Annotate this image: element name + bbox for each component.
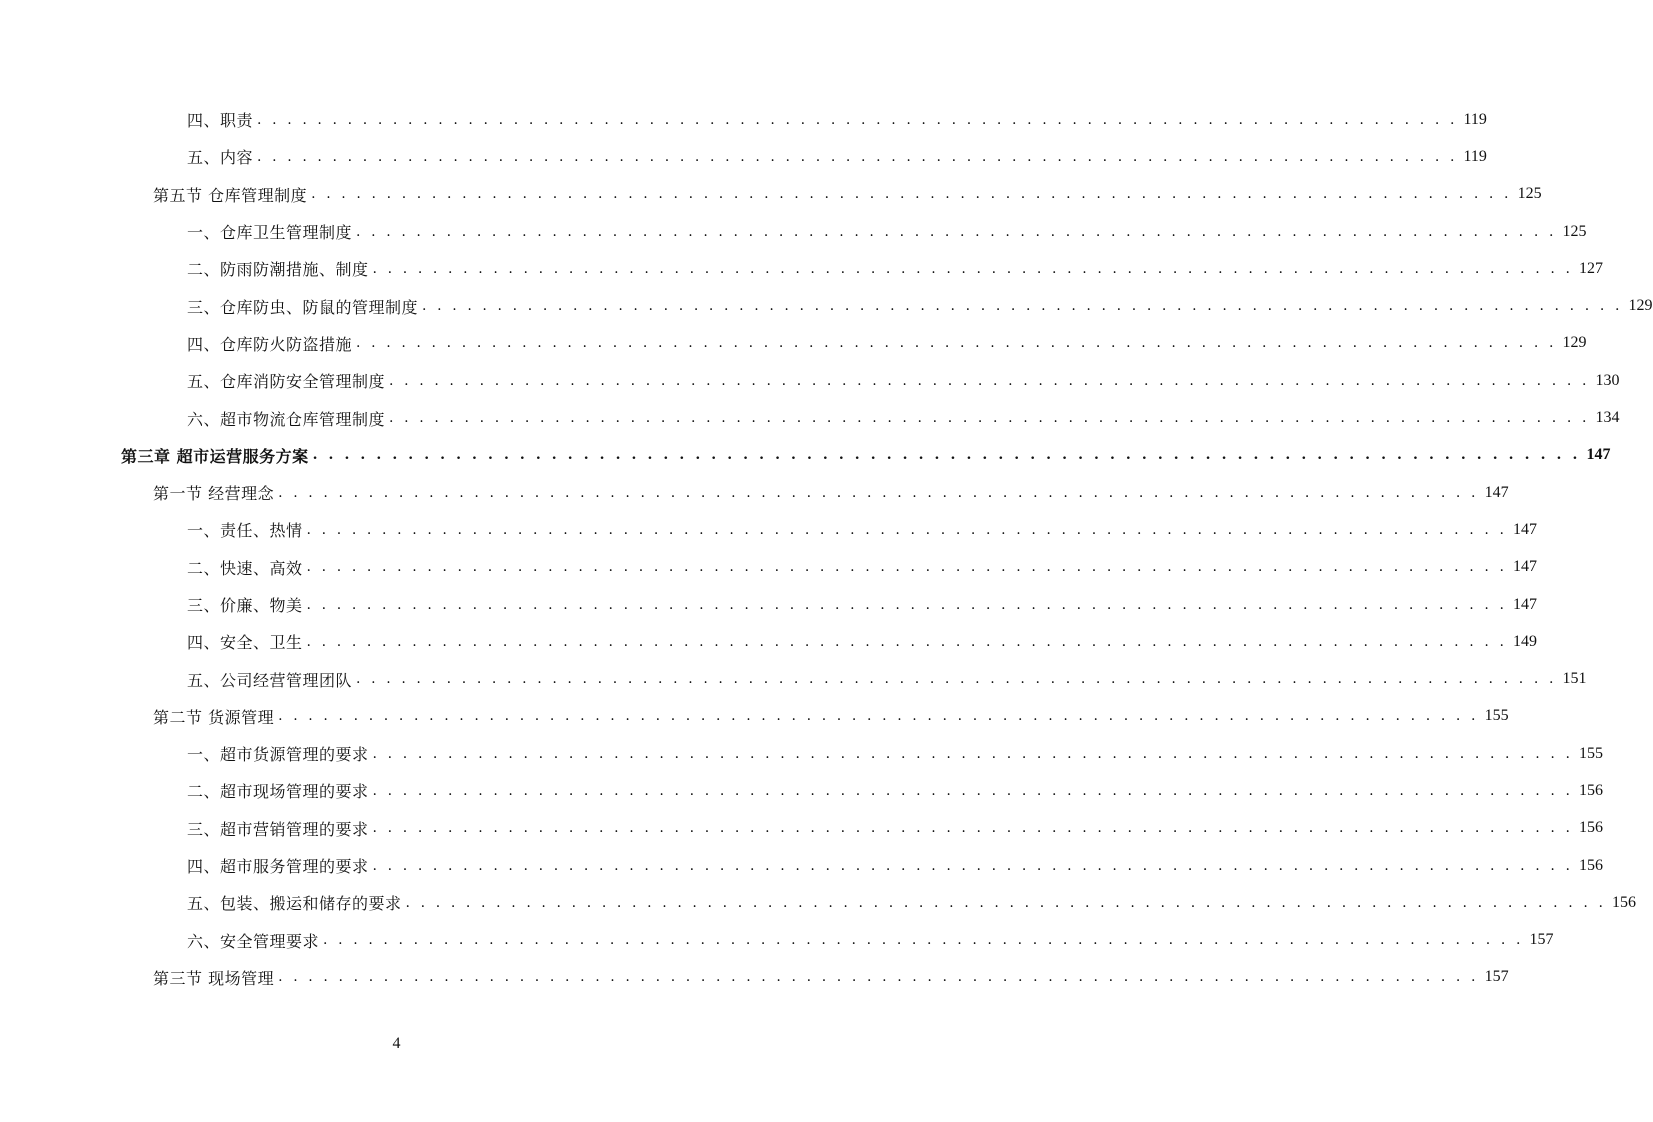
- toc-entry-page: 134: [1595, 409, 1620, 427]
- toc-dot-leader: . . . . . . . . . . . . . . . . . . . . . . . . . . . . . . . . . . . . . . . . . . . . . . . . . . . . . . . . . . . . . . . . . . . . . . . . . . . . . . . .: [257, 148, 1458, 165]
- toc-dot-leader: . . . . . . . . . . . . . . . . . . . . . . . . . . . . . . . . . . . . . . . . . . . . . . . . . . . . . . . . . . . . . . . . . . . . . . . . . . . . . . . .: [278, 484, 1479, 501]
- toc-dot-leader: . . . . . . . . . . . . . . . . . . . . . . . . . . . . . . . . . . . . . . . . . . . . . . . . . . . . . . . . . . . . . . . . . . . . . . . . . . . . . . . .: [389, 410, 1590, 427]
- toc-entry-title: 四、职责: [187, 111, 254, 131]
- toc-dot-leader: . . . . . . . . . . . . . . . . . . . . . . . . . . . . . . . . . . . . . . . . . . . . . . . . . . . . . . . . . . . . . . . . . . . . . . . . . . . . . . . .: [422, 298, 1623, 315]
- toc-entry[interactable]: [0, 810, 1603, 847]
- toc-entry-page: 149: [1513, 632, 1537, 650]
- toc-entry[interactable]: [0, 287, 1653, 324]
- toc-entry[interactable]: [0, 250, 1603, 287]
- toc-entry-page: 156: [1579, 819, 1603, 837]
- table-of-contents: [0, 101, 1653, 996]
- toc-dot-leader: . . . . . . . . . . . . . . . . . . . . . . . . . . . . . . . . . . . . . . . . . . . . . . . . . . . . . . . . . . . . . . . . . . . . . . . . . . . . . . . .: [372, 745, 1573, 762]
- toc-entry-page: 129: [1628, 297, 1653, 315]
- toc-entry-page: 155: [1484, 707, 1509, 725]
- toc-entry[interactable]: [0, 959, 1509, 996]
- toc-dot-leader: . . . . . . . . . . . . . . . . . . . . . . . . . . . . . . . . . . . . . . . . . . . . . . . . . . . . . . . . . . . . . . . . . . . . . . . . . . . . . . . .: [312, 447, 1581, 464]
- toc-entry-title: 五、仓库消防安全管理制度: [187, 372, 386, 392]
- toc-entry-title: 三、超市营销管理的要求: [187, 819, 369, 839]
- toc-dot-leader: . . . . . . . . . . . . . . . . . . . . . . . . . . . . . . . . . . . . . . . . . . . . . . . . . . . . . . . . . . . . . . . . . . . . . . . . . . . . . . . .: [278, 969, 1479, 986]
- toc-dot-leader: . . . . . . . . . . . . . . . . . . . . . . . . . . . . . . . . . . . . . . . . . . . . . . . . . . . . . . . . . . . . . . . . . . . . . . . . . . . . . . . .: [311, 186, 1512, 203]
- toc-entry-title: 二、快速、高效: [187, 558, 303, 578]
- toc-entry-page: 147: [1586, 446, 1611, 464]
- toc-entry-page: 125: [1562, 222, 1587, 240]
- toc-entry-title: 四、仓库防火防盗措施: [187, 334, 353, 354]
- toc-entry-title: 六、安全管理要求: [187, 931, 320, 951]
- toc-entry-title: 三、仓库防虫、防鼠的管理制度: [187, 297, 419, 317]
- toc-entry[interactable]: [0, 474, 1509, 511]
- toc-entry[interactable]: [0, 549, 1537, 586]
- toc-entry-title: 二、超市现场管理的要求: [187, 782, 369, 802]
- toc-entry-page: 147: [1513, 520, 1537, 538]
- toc-dot-leader: . . . . . . . . . . . . . . . . . . . . . . . . . . . . . . . . . . . . . . . . . . . . . . . . . . . . . . . . . . . . . . . . . . . . . . . . . . . . . . . .: [306, 559, 1507, 576]
- toc-entry[interactable]: [0, 586, 1537, 623]
- toc-dot-leader: . . . . . . . . . . . . . . . . . . . . . . . . . . . . . . . . . . . . . . . . . . . . . . . . . . . . . . . . . . . . . . . . . . . . . . . . . . . . . . . .: [372, 782, 1573, 799]
- toc-entry-page: 125: [1517, 185, 1542, 203]
- toc-entry-page: 119: [1463, 110, 1487, 128]
- toc-entry-page: 147: [1513, 558, 1537, 576]
- page-number: 4: [392, 1035, 401, 1052]
- toc-entry[interactable]: [0, 623, 1537, 660]
- toc-dot-leader: . . . . . . . . . . . . . . . . . . . . . . . . . . . . . . . . . . . . . . . . . . . . . . . . . . . . . . . . . . . . . . . . . . . . . . . . . . . . . . . .: [356, 671, 1557, 688]
- toc-entry-page: 130: [1595, 371, 1620, 389]
- toc-entry[interactable]: [0, 399, 1620, 436]
- toc-entry[interactable]: [0, 511, 1537, 548]
- toc-entry-title: 第三章 超市运营服务方案: [121, 446, 309, 466]
- toc-entry-title: 第二节 货源管理: [153, 707, 275, 727]
- toc-entry-title: 二、防雨防潮措施、制度: [187, 260, 369, 280]
- toc-entry-title: 五、公司经营管理团队: [187, 670, 353, 690]
- toc-entry-title: 第三节 现场管理: [153, 968, 275, 988]
- toc-entry[interactable]: [0, 176, 1542, 213]
- toc-entry-title: 一、仓库卫生管理制度: [187, 223, 353, 243]
- toc-entry-title: 四、安全、卫生: [187, 633, 303, 653]
- toc-entry-page: 147: [1513, 595, 1537, 613]
- toc-dot-leader: . . . . . . . . . . . . . . . . . . . . . . . . . . . . . . . . . . . . . . . . . . . . . . . . . . . . . . . . . . . . . . . . . . . . . . . . . . . . . . . .: [372, 820, 1573, 837]
- toc-entry-page: 156: [1579, 856, 1603, 874]
- toc-entry[interactable]: [0, 735, 1603, 772]
- toc-dot-leader: . . . . . . . . . . . . . . . . . . . . . . . . . . . . . . . . . . . . . . . . . . . . . . . . . . . . . . . . . . . . . . . . . . . . . . . . . . . . . . . .: [257, 111, 1458, 128]
- toc-entry[interactable]: [0, 884, 1636, 921]
- toc-entry[interactable]: [0, 772, 1603, 809]
- toc-dot-leader: . . . . . . . . . . . . . . . . . . . . . . . . . . . . . . . . . . . . . . . . . . . . . . . . . . . . . . . . . . . . . . . . . . . . . . . . . . . . . . . .: [356, 335, 1557, 352]
- toc-entry-title: 第五节 仓库管理制度: [153, 185, 308, 205]
- toc-entry[interactable]: [0, 362, 1620, 399]
- toc-dot-leader: . . . . . . . . . . . . . . . . . . . . . . . . . . . . . . . . . . . . . . . . . . . . . . . . . . . . . . . . . . . . . . . . . . . . . . . . . . . . . . . .: [278, 708, 1479, 725]
- toc-entry[interactable]: [0, 660, 1587, 697]
- toc-entry-page: 155: [1579, 744, 1603, 762]
- toc-entry[interactable]: [0, 698, 1509, 735]
- toc-entry[interactable]: [0, 847, 1603, 884]
- toc-entry-title: 一、责任、热情: [187, 521, 303, 541]
- toc-entry[interactable]: [0, 325, 1587, 362]
- toc-entry-title: 六、超市物流仓库管理制度: [187, 409, 386, 429]
- toc-entry-title: 五、内容: [187, 148, 254, 168]
- toc-entry[interactable]: [0, 101, 1487, 138]
- toc-entry-page: 157: [1529, 931, 1554, 949]
- toc-entry-page: 151: [1562, 670, 1587, 688]
- toc-entry-page: 147: [1484, 483, 1509, 501]
- toc-entry-title: 五、包装、搬运和储存的要求: [187, 894, 402, 914]
- toc-entry-page: 156: [1612, 893, 1636, 911]
- toc-entry-title: 一、超市货源管理的要求: [187, 745, 369, 765]
- toc-entry[interactable]: [0, 213, 1587, 250]
- toc-entry-title: 四、超市服务管理的要求: [187, 857, 369, 877]
- toc-entry[interactable]: [0, 922, 1554, 959]
- toc-dot-leader: . . . . . . . . . . . . . . . . . . . . . . . . . . . . . . . . . . . . . . . . . . . . . . . . . . . . . . . . . . . . . . . . . . . . . . . . . . . . . . . .: [306, 521, 1507, 538]
- toc-entry-page: 119: [1463, 147, 1487, 165]
- toc-entry-page: 157: [1484, 968, 1509, 986]
- toc-dot-leader: . . . . . . . . . . . . . . . . . . . . . . . . . . . . . . . . . . . . . . . . . . . . . . . . . . . . . . . . . . . . . . . . . . . . . . . . . . . . . . . .: [306, 633, 1507, 650]
- toc-entry[interactable]: [0, 437, 1611, 474]
- toc-dot-leader: . . . . . . . . . . . . . . . . . . . . . . . . . . . . . . . . . . . . . . . . . . . . . . . . . . . . . . . . . . . . . . . . . . . . . . . . . . . . . . . .: [372, 857, 1573, 874]
- toc-dot-leader: . . . . . . . . . . . . . . . . . . . . . . . . . . . . . . . . . . . . . . . . . . . . . . . . . . . . . . . . . . . . . . . . . . . . . . . . . . . . . . . .: [356, 223, 1557, 240]
- toc-entry[interactable]: [0, 138, 1487, 175]
- toc-dot-leader: . . . . . . . . . . . . . . . . . . . . . . . . . . . . . . . . . . . . . . . . . . . . . . . . . . . . . . . . . . . . . . . . . . . . . . . . . . . . . . . .: [405, 894, 1606, 911]
- toc-entry-title: 三、价廉、物美: [187, 596, 303, 615]
- toc-entry-title: 第一节 经营理念: [153, 484, 275, 504]
- toc-dot-leader: . . . . . . . . . . . . . . . . . . . . . . . . . . . . . . . . . . . . . . . . . . . . . . . . . . . . . . . . . . . . . . . . . . . . . . . . . . . . . . . .: [306, 596, 1507, 613]
- toc-entry-page: 129: [1562, 334, 1587, 352]
- toc-dot-leader: . . . . . . . . . . . . . . . . . . . . . . . . . . . . . . . . . . . . . . . . . . . . . . . . . . . . . . . . . . . . . . . . . . . . . . . . . . . . . . . .: [372, 260, 1573, 277]
- toc-dot-leader: . . . . . . . . . . . . . . . . . . . . . . . . . . . . . . . . . . . . . . . . . . . . . . . . . . . . . . . . . . . . . . . . . . . . . . . . . . . . . . . .: [323, 932, 1524, 949]
- toc-entry-page: 156: [1579, 781, 1603, 799]
- toc-dot-leader: . . . . . . . . . . . . . . . . . . . . . . . . . . . . . . . . . . . . . . . . . . . . . . . . . . . . . . . . . . . . . . . . . . . . . . . . . . . . . . . .: [389, 372, 1590, 389]
- toc-entry-page: 127: [1579, 259, 1603, 277]
